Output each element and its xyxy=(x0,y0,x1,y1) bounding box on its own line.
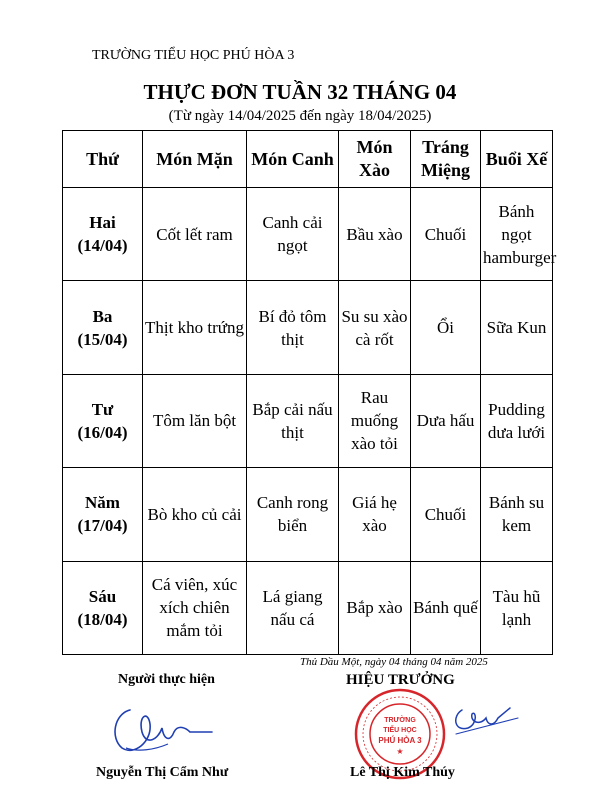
main-dish-cell: Thịt kho trứng xyxy=(143,281,247,374)
place-date: Thủ Dầu Một, ngày 04 tháng 04 năm 2025 xyxy=(300,656,488,668)
day-cell xyxy=(63,468,143,561)
table-header-row xyxy=(63,131,553,188)
column-header-snack: Buổi Xế xyxy=(481,131,553,188)
soup-cell: Bắp cải nấu thịt xyxy=(247,374,339,467)
table-row xyxy=(63,561,553,654)
day-name: Năm xyxy=(85,493,120,513)
main-dish-cell: Cá viên, xúc xích chiên mắm tỏi xyxy=(143,561,247,654)
day-name: Tư xyxy=(91,399,114,419)
day-date: (15/04) xyxy=(77,329,128,349)
day-date: (16/04) xyxy=(77,422,128,442)
principal-label: HIỆU TRƯỞNG xyxy=(346,672,455,688)
svg-text:TIỂU HỌC: TIỂU HỌC xyxy=(383,727,417,734)
day-date: (17/04) xyxy=(77,516,128,536)
stirfry-cell: Su su xào cà rốt xyxy=(339,281,411,374)
column-header-main: Món Mặn xyxy=(143,131,247,188)
stirfry-cell: Giá hẹ xào xyxy=(339,468,411,561)
preparer-label: Người thực hiện xyxy=(118,672,215,687)
stirfry-cell: Rau muống xào tỏi xyxy=(339,374,411,467)
svg-text:TRƯỜNG: TRƯỜNG xyxy=(384,717,416,724)
day-cell xyxy=(63,281,143,374)
dessert-cell: Ổi xyxy=(411,281,481,374)
snack-cell: Tàu hũ lạnh xyxy=(481,561,553,654)
day-name: Hai xyxy=(89,213,116,233)
date-range: (Từ ngày 14/04/2025 đến ngày 18/04/2025) xyxy=(168,108,432,124)
dessert-cell: Dưa hấu xyxy=(411,374,481,467)
table-row xyxy=(63,281,553,374)
stirfry-cell: Bắp xào xyxy=(339,561,411,654)
menu-title: THỰC ĐƠN TUẦN 32 THÁNG 04 xyxy=(143,80,457,104)
menu-table xyxy=(62,130,557,655)
preparer-name: Nguyễn Thị Cẩm Như xyxy=(96,765,229,780)
snack-cell: Sữa Kun xyxy=(481,281,553,374)
soup-cell: Canh cải ngọt xyxy=(247,188,339,281)
snack-cell: Bánh su kem xyxy=(481,468,553,561)
table-row xyxy=(63,374,553,467)
svg-text:PHÚ HÒA 3: PHÚ HÒA 3 xyxy=(378,736,422,745)
snack-cell: Bánh ngọt hamburger xyxy=(481,188,553,281)
school-name: TRƯỜNG TIỂU HỌC PHÚ HÒA 3 xyxy=(92,48,295,63)
principal-name: Lê Thị Kim Thúy xyxy=(350,765,455,780)
day-date: (18/04) xyxy=(77,609,128,629)
svg-text:★: ★ xyxy=(396,747,404,756)
dessert-cell: Bánh quế xyxy=(411,561,481,654)
snack-cell: Pudding dưa lưới xyxy=(481,374,553,467)
main-dish-cell: Tôm lăn bột xyxy=(143,374,247,467)
column-header-day: Thứ xyxy=(63,131,143,188)
preparer-signature xyxy=(108,698,218,760)
main-dish-cell: Bò kho củ cải xyxy=(143,468,247,561)
dessert-cell: Chuối xyxy=(411,188,481,281)
soup-cell: Lá giang nấu cá xyxy=(247,561,339,654)
day-name: Sáu xyxy=(88,586,117,606)
column-header-stirfry: Món Xào xyxy=(339,131,411,188)
table-row xyxy=(63,188,553,281)
column-header-dessert: Tráng Miệng xyxy=(411,131,481,188)
table-row xyxy=(63,468,553,561)
day-name: Ba xyxy=(92,306,113,326)
column-header-soup: Món Canh xyxy=(247,131,339,188)
stirfry-cell: Bầu xào xyxy=(339,188,411,281)
soup-cell: Bí đỏ tôm thịt xyxy=(247,281,339,374)
day-cell xyxy=(63,374,143,467)
main-dish-cell: Cốt lết ram xyxy=(143,188,247,281)
day-date: (14/04) xyxy=(77,236,128,256)
soup-cell: Canh rong biển xyxy=(247,468,339,561)
dessert-cell: Chuối xyxy=(411,468,481,561)
principal-signature xyxy=(448,700,538,740)
day-cell xyxy=(63,188,143,281)
day-cell xyxy=(63,561,143,654)
